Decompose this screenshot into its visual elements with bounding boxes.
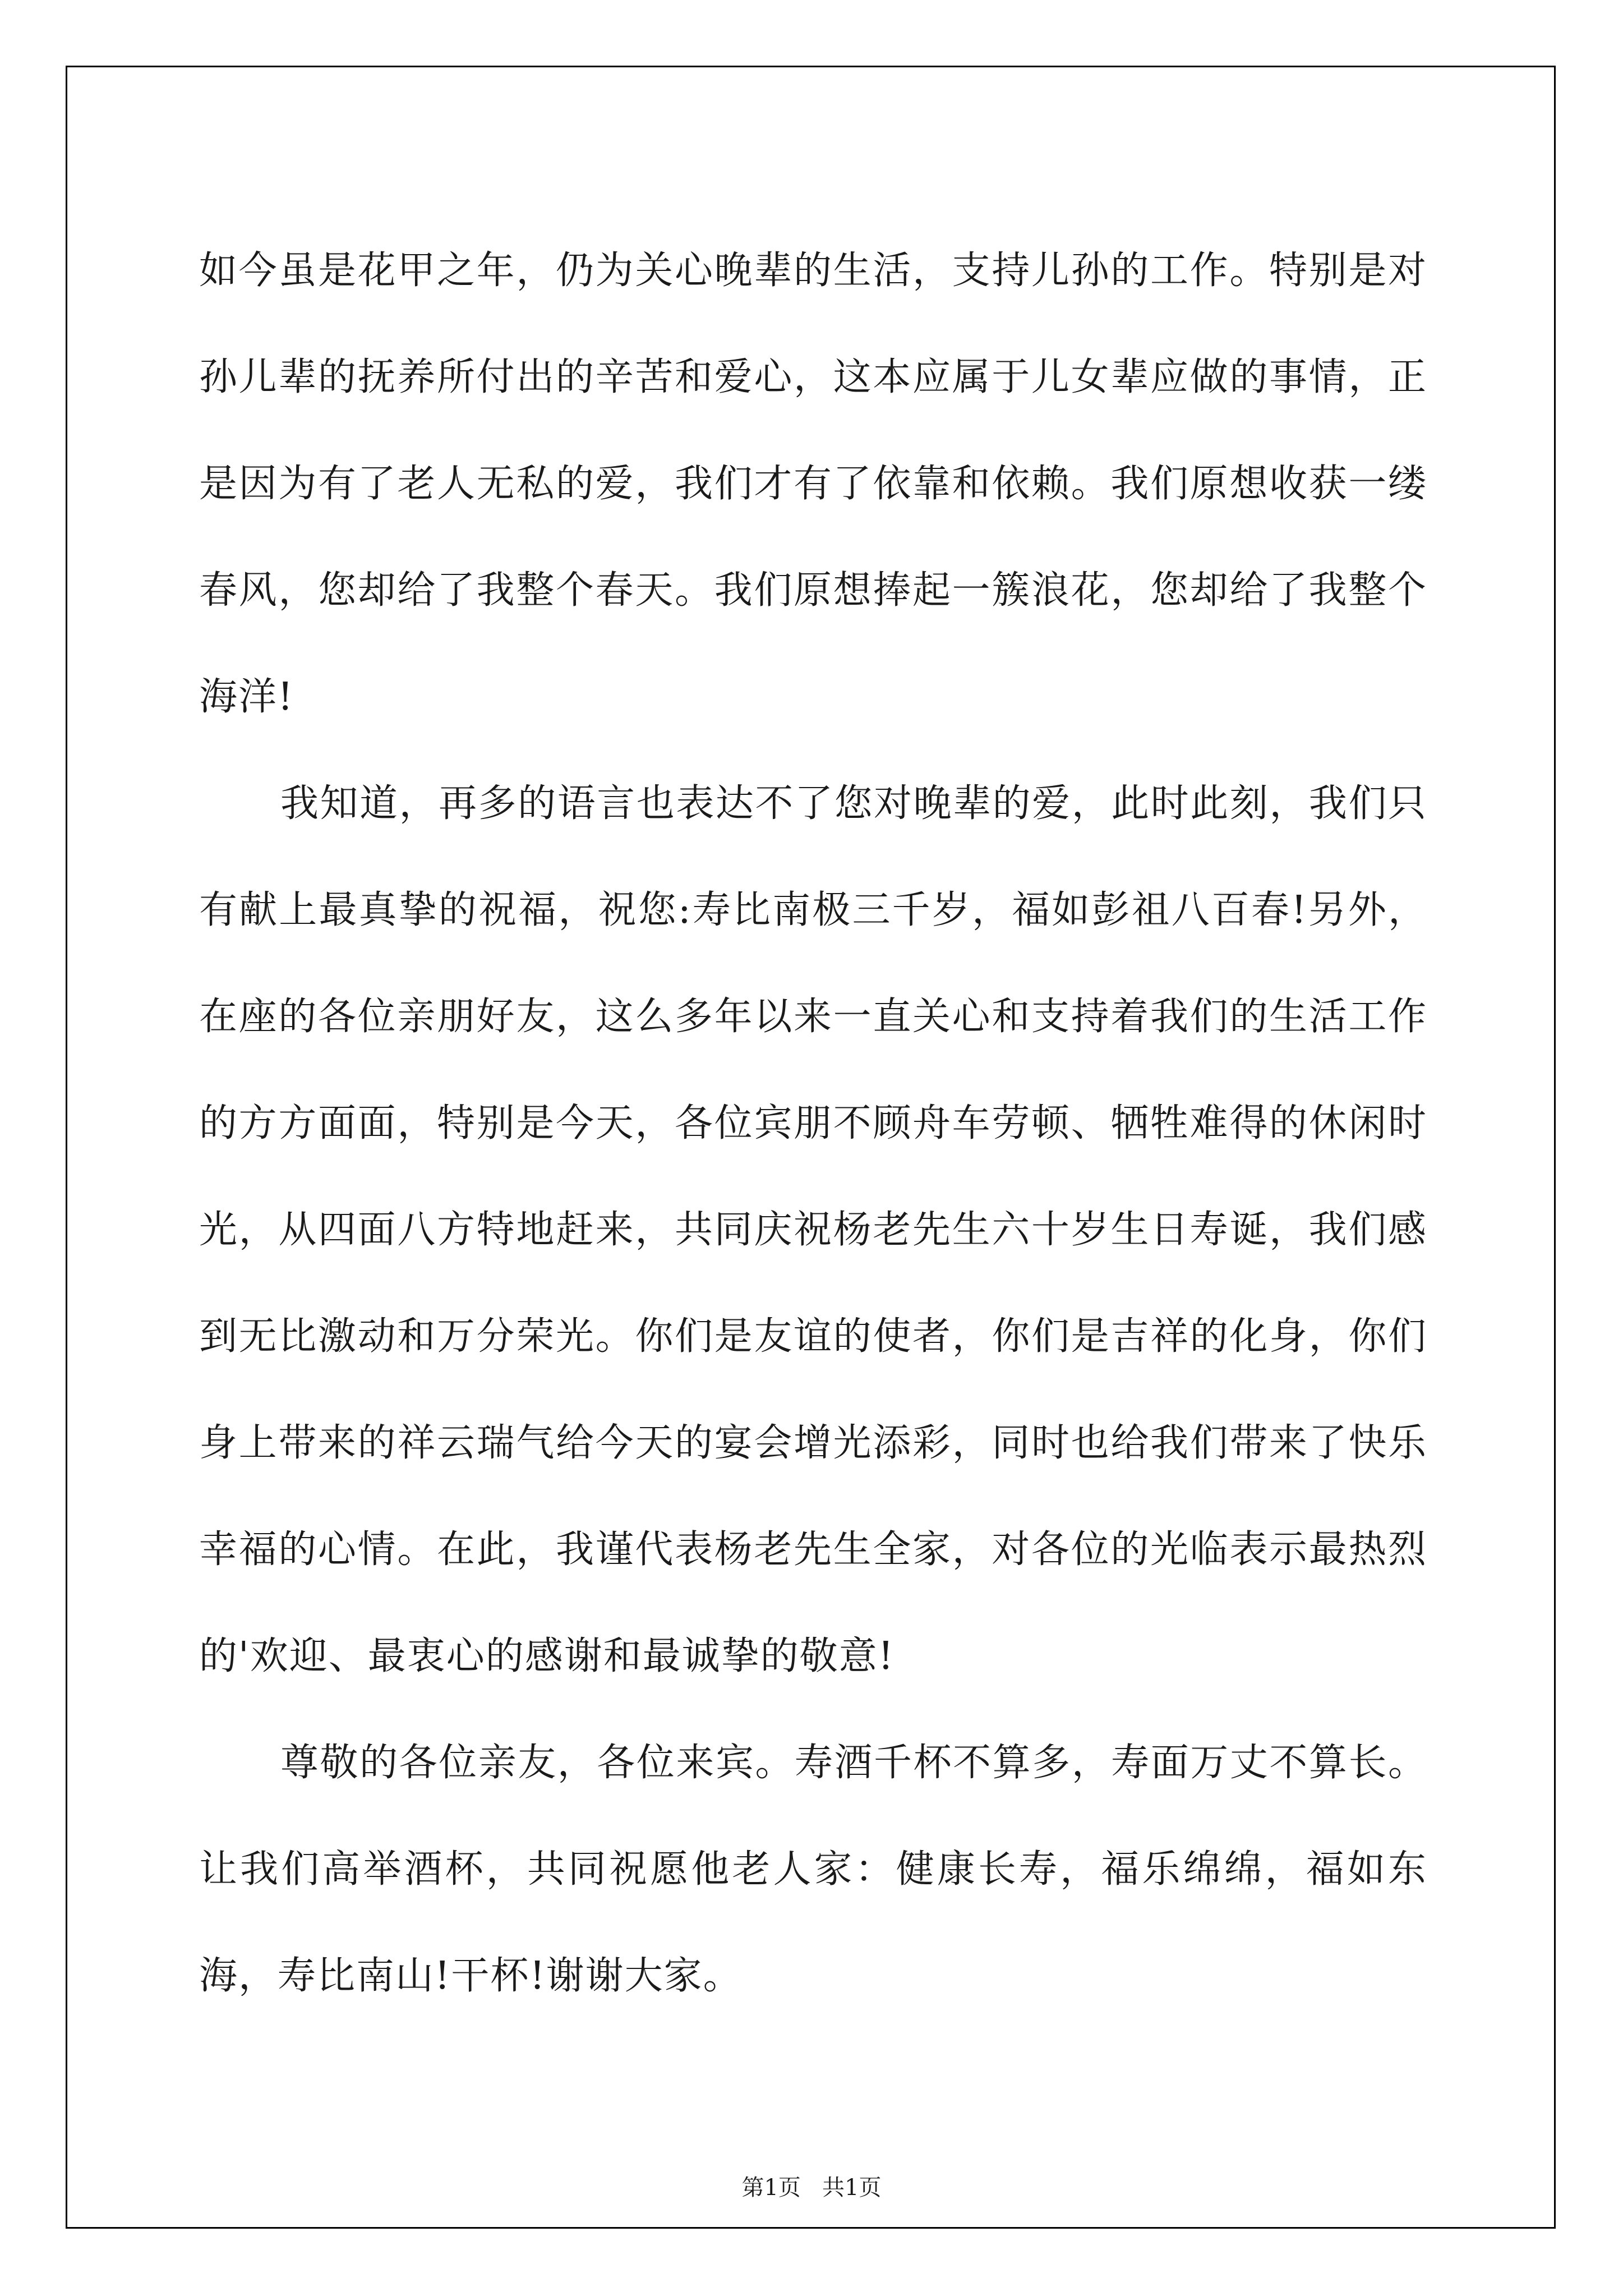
page-number: 第1页 共1页: [741, 2175, 882, 2201]
paragraph-1: 如今虽是花甲之年，仍为关心晚辈的生活，支持儿孙的工作。特别是对孙儿辈的抚养所付出的辛苦和爱心，这本应属于儿女辈应做的事情，正是因为有了老人无私的爱，我们才有了依靠和依赖。我们原想收获一缕春风，您却给了我整个春天。我们原想捧起一簇浪花，您却给了我整个海洋!: [199, 249, 1427, 719]
paragraph-3: 尊敬的各位亲友，各位来宾。寿酒千杯不算多，寿面万丈不算长。让我们高举酒杯，共同祝愿他老人家：健康长寿，福乐绵绵，福如东海，寿比南山!干杯!谢谢大家。: [199, 1741, 1427, 1998]
paragraph-2: 我知道，再多的语言也表达不了您对晚辈的爱，此时此刻，我们只有献上最真挚的祝福，祝您:寿比南极三千岁，福如彭祖八百春!另外，在座的各位亲朋好友，这么多年以来一直关心和支持着我们的生活工作的方方面面，特别是今天，各位宾朋不顾舟车劳顿、牺牲难得的休闲时光，从四面八方特地赶来，共同庆祝杨老先生六十岁生日寿诞，我们感到无比激动和万分荣光。你们是友谊的使者，你们是吉祥的化身，你们身上带来的祥云瑞气给今天的宴会增光添彩，同时也给我们带来了快乐幸福的心情。在此，我谨代表杨老先生全家，对各位的光临表示最热烈的'欢迎、最衷心的感谢和最诚挚的敬意!: [199, 781, 1427, 1678]
document-body: [199, 218, 1427, 2030]
